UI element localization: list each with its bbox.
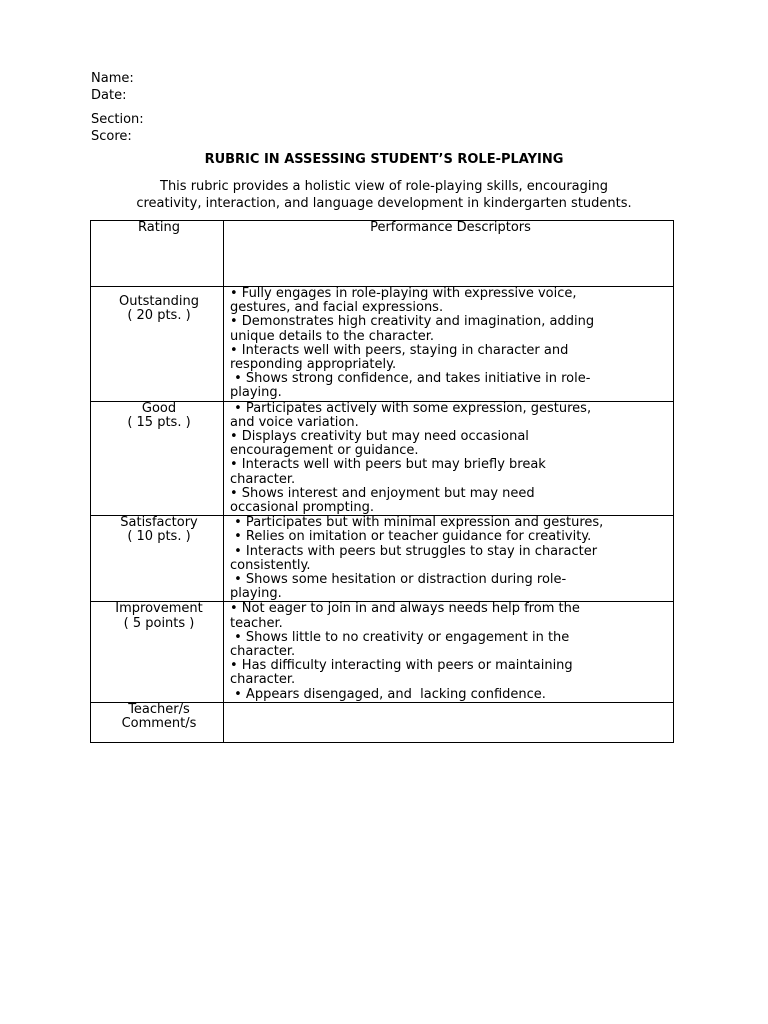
descriptor-line: • Relies on imitation or teacher guidance for creativity. — [230, 529, 592, 545]
rating-level: Good — [141, 401, 177, 416]
comments-label: Teacher/s — [128, 702, 190, 717]
descriptor-line: • Appears disengaged, and lacking confidence. — [230, 686, 546, 702]
descriptor-line: occasional prompting. — [230, 500, 375, 516]
rating-points: ( 10 pts. ) — [127, 529, 191, 545]
descriptor-line: • Shows little to no creativity or engagement in the — [230, 629, 570, 645]
descriptor-line: unique details to the character. — [230, 328, 434, 344]
table-row — [91, 401, 674, 516]
descriptor-line: • Shows some hesitation or distraction during role- — [230, 572, 567, 588]
rating-points: ( 20 pts. ) — [127, 308, 191, 324]
rating-level: Improvement — [115, 601, 203, 617]
descriptor-line: playing. — [230, 385, 282, 401]
document-title: RUBRIC IN ASSESSING STUDENT’S ROLE-PLAYING — [204, 152, 564, 167]
comments-row — [91, 702, 674, 742]
descriptor-line: • Interacts well with peers, staying in character and — [230, 342, 569, 358]
rating-points: ( 15 pts. ) — [127, 414, 191, 430]
descriptor-cell — [224, 287, 674, 402]
descriptor-line: playing. — [230, 586, 282, 602]
descriptor-line: character. — [230, 672, 296, 688]
descriptor-line: • Interacts with peers but struggles to stay in character — [230, 543, 598, 559]
date-label: Date: — [91, 88, 127, 103]
rating-points: ( 5 points ) — [123, 615, 195, 631]
descriptor-line: • Participates actively with some expression, gestures, — [230, 401, 592, 416]
descriptor-line: encouragement or guidance. — [230, 443, 419, 459]
table-row — [91, 516, 674, 602]
descriptor-line: gestures, and facial expressions. — [230, 300, 444, 316]
score-label: Score: — [91, 129, 132, 144]
table-row — [91, 287, 674, 402]
descriptor-cell — [224, 602, 674, 702]
descriptor-line: consistently. — [230, 557, 311, 573]
descriptor-line: character. — [230, 644, 296, 660]
descriptor-line: • Participates but with minimal expression and gestures, — [230, 515, 604, 531]
descriptor-line: • Not eager to join in and always needs help from the — [230, 601, 580, 617]
table-row — [91, 602, 674, 702]
descriptor-line: • Fully engages in role-playing with expressive voice, — [230, 286, 577, 301]
descriptor-line: • Shows interest and enjoyment but may need — [230, 485, 535, 501]
descriptor-line: • Shows strong confidence, and takes initiative in role- — [230, 371, 591, 387]
rating-cell — [91, 602, 224, 702]
comments-cell — [224, 702, 674, 742]
descriptor-line: • Interacts well with peers but may briefly break — [230, 457, 546, 473]
descriptor-line: • Displays creativity but may need occasional — [230, 429, 529, 445]
descriptor-line: character. — [230, 471, 296, 487]
rating-header: Rating — [91, 221, 224, 287]
name-label: Name: — [91, 71, 134, 86]
table-header-row — [91, 221, 674, 287]
rating-cell — [91, 287, 224, 402]
comments-label-cell — [91, 702, 224, 742]
comments-label: Comment/s — [121, 716, 197, 732]
intro-paragraph — [91, 178, 677, 212]
rating-cell — [91, 401, 224, 516]
section-label: Section: — [91, 112, 144, 127]
descriptor-line: teacher. — [230, 615, 283, 631]
descriptor-line: • Demonstrates high creativity and imagination, adding — [230, 314, 595, 330]
rating-cell — [91, 516, 224, 602]
descriptor-line: • Has difficulty interacting with peers or maintaining — [230, 658, 573, 674]
rubric-table — [90, 220, 674, 743]
descriptor-line: responding appropriately. — [230, 357, 397, 373]
intro-line: creativity, interaction, and language development in kindergarten students. — [136, 196, 632, 211]
rating-level: Outstanding — [119, 294, 199, 309]
rating-level: Satisfactory — [120, 515, 198, 531]
descriptor-line: and voice variation. — [230, 414, 359, 430]
descriptors-header: Performance Descriptors — [224, 221, 674, 287]
intro-line: This rubric provides a holistic view of role-playing skills, encouraging — [160, 179, 608, 194]
descriptor-cell — [224, 401, 674, 516]
descriptor-cell — [224, 516, 674, 602]
